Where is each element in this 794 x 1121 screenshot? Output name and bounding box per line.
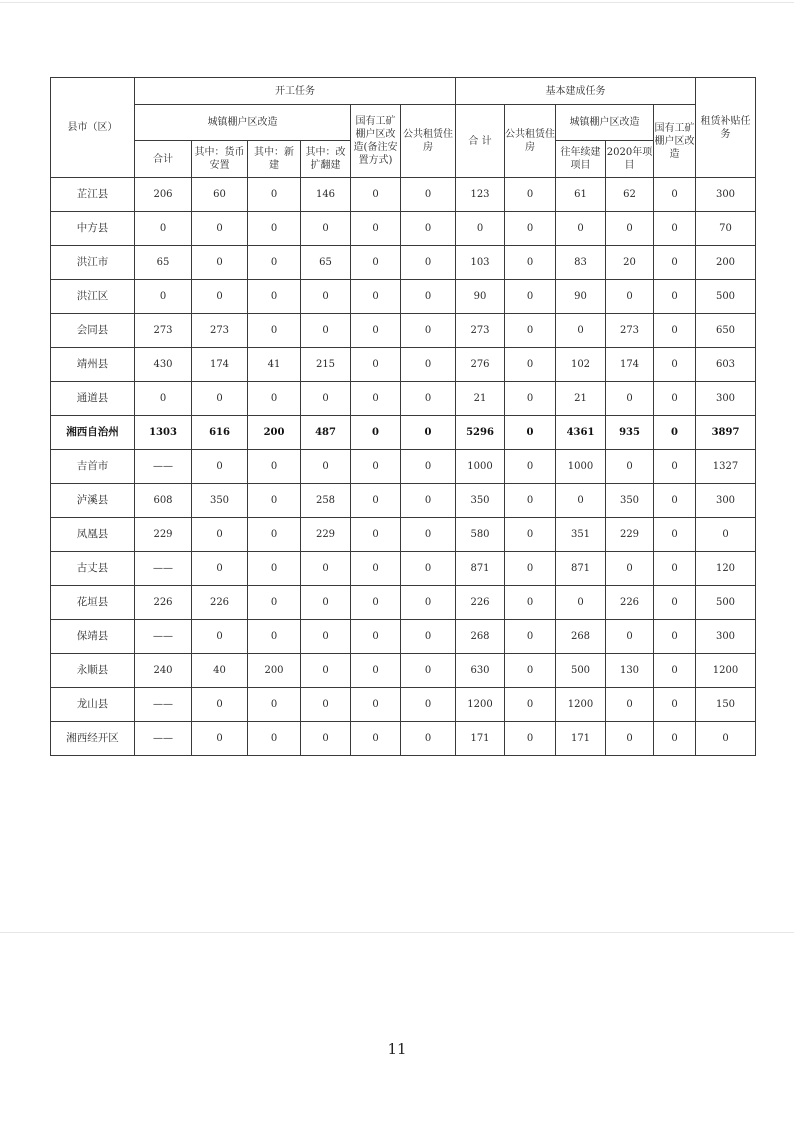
table-cell: 0 [248, 552, 301, 586]
table-cell: 1000 [456, 450, 505, 484]
table-cell: 616 [192, 416, 248, 450]
table-cell: 0 [505, 620, 556, 654]
table-row [51, 586, 756, 620]
header-row-2 [51, 105, 756, 141]
table-cell: 40 [192, 654, 248, 688]
table-cell: 0 [351, 382, 401, 416]
table-cell: 0 [401, 280, 456, 314]
table-cell: 0 [301, 382, 351, 416]
table-cell: 0 [248, 212, 301, 246]
table-cell: 0 [351, 246, 401, 280]
table-cell: 0 [505, 178, 556, 212]
table-cell: 0 [192, 212, 248, 246]
public-rental-basic-header: 公共租赁住房 [505, 105, 556, 178]
table-cell: 0 [192, 688, 248, 722]
table-cell: 130 [606, 654, 654, 688]
table-cell: —— [135, 450, 192, 484]
table-cell: 0 [301, 654, 351, 688]
table-cell: 1327 [696, 450, 756, 484]
table-cell: 0 [301, 280, 351, 314]
table-cell: 0 [401, 314, 456, 348]
table-cell: 0 [556, 314, 606, 348]
table-cell: 0 [505, 722, 556, 756]
table-row [51, 246, 756, 280]
table-cell: 90 [556, 280, 606, 314]
table-cell: 70 [696, 212, 756, 246]
table-cell: 60 [192, 178, 248, 212]
table-cell: 871 [556, 552, 606, 586]
region-name: 龙山县 [51, 688, 135, 722]
table-cell: 0 [556, 586, 606, 620]
table-cell: 0 [654, 450, 696, 484]
table-cell: 65 [301, 246, 351, 280]
table-cell: 0 [505, 450, 556, 484]
year-2020-header: 2020年项目 [606, 141, 654, 178]
table-row [51, 212, 756, 246]
table-cell: 5296 [456, 416, 505, 450]
table-cell: 0 [351, 552, 401, 586]
table-cell: 123 [456, 178, 505, 212]
table-cell: 0 [301, 212, 351, 246]
prior-years-header: 往年续建项目 [556, 141, 606, 178]
table-cell: 935 [606, 416, 654, 450]
state-mine-basic-header: 国有工矿棚户区改造 [654, 105, 696, 178]
table-cell: 0 [505, 212, 556, 246]
table-cell: 0 [505, 552, 556, 586]
table-cell: 0 [606, 688, 654, 722]
table-cell: 0 [351, 586, 401, 620]
table-cell: 0 [556, 484, 606, 518]
table-cell: 350 [192, 484, 248, 518]
table-cell: 229 [301, 518, 351, 552]
table-cell: 0 [456, 212, 505, 246]
table-cell: 0 [248, 314, 301, 348]
header-row-1 [51, 78, 756, 105]
table-cell: 0 [192, 382, 248, 416]
table-cell: 174 [192, 348, 248, 382]
state-mine-start-header: 国有工矿棚户区改造(备注安置方式) [351, 105, 401, 178]
table-cell: 273 [192, 314, 248, 348]
table-cell: 0 [401, 348, 456, 382]
table-row [51, 620, 756, 654]
table-cell: 650 [696, 314, 756, 348]
table-cell: 240 [135, 654, 192, 688]
table-cell: 268 [556, 620, 606, 654]
table-cell: 0 [351, 518, 401, 552]
table-cell: 300 [696, 484, 756, 518]
table-cell: 0 [606, 280, 654, 314]
table-cell: 0 [696, 518, 756, 552]
table-cell: 0 [505, 280, 556, 314]
table-cell: 0 [301, 314, 351, 348]
table-cell: 608 [135, 484, 192, 518]
table-cell: 200 [248, 416, 301, 450]
table-cell: 0 [401, 620, 456, 654]
table-cell: 0 [351, 348, 401, 382]
table-cell: 0 [351, 280, 401, 314]
table-cell: 171 [556, 722, 606, 756]
table-cell: 0 [351, 688, 401, 722]
table-cell: 0 [351, 314, 401, 348]
table-cell: 0 [192, 552, 248, 586]
table-cell: 0 [401, 382, 456, 416]
region-name: 泸溪县 [51, 484, 135, 518]
table-cell: 3897 [696, 416, 756, 450]
table-cell: 0 [505, 688, 556, 722]
table-cell: 0 [248, 450, 301, 484]
table-cell: 226 [192, 586, 248, 620]
table-cell: 0 [192, 620, 248, 654]
table-cell: 268 [456, 620, 505, 654]
table-cell: 258 [301, 484, 351, 518]
public-rental-start-header: 公共租赁住房 [401, 105, 456, 178]
region-name: 洪江区 [51, 280, 135, 314]
table-cell: 21 [456, 382, 505, 416]
table-cell: 350 [456, 484, 505, 518]
housing-task-table [50, 77, 756, 756]
table-cell: 0 [135, 280, 192, 314]
table-cell: 0 [351, 484, 401, 518]
table-cell: 0 [301, 586, 351, 620]
table-cell: 0 [351, 212, 401, 246]
table-cell: 65 [135, 246, 192, 280]
region-name: 湘西自治州 [51, 416, 135, 450]
table-cell: 4361 [556, 416, 606, 450]
table-cell: —— [135, 620, 192, 654]
region-name: 湘西经开区 [51, 722, 135, 756]
table-cell: 300 [696, 178, 756, 212]
table-cell: 0 [248, 178, 301, 212]
table-cell: 0 [192, 518, 248, 552]
table-cell: 174 [606, 348, 654, 382]
table-cell: 0 [248, 280, 301, 314]
table-cell: 0 [505, 382, 556, 416]
table-row [51, 280, 756, 314]
table-cell: 1303 [135, 416, 192, 450]
start-tasks-header: 开工任务 [135, 78, 456, 105]
table-cell: 0 [505, 586, 556, 620]
table-cell: 215 [301, 348, 351, 382]
table-row [51, 382, 756, 416]
table-cell: 0 [248, 518, 301, 552]
table-cell: 0 [248, 688, 301, 722]
table-cell: 0 [248, 586, 301, 620]
table-cell: 0 [248, 620, 301, 654]
table-cell: 1200 [556, 688, 606, 722]
region-name: 洪江市 [51, 246, 135, 280]
table-cell: 0 [505, 416, 556, 450]
table-cell: 226 [135, 586, 192, 620]
table-cell: 226 [606, 586, 654, 620]
table-cell: 0 [351, 620, 401, 654]
table-cell: 0 [606, 552, 654, 586]
table-cell: 0 [654, 212, 696, 246]
table-cell: —— [135, 688, 192, 722]
table-cell: 0 [401, 178, 456, 212]
table-cell: 200 [696, 246, 756, 280]
table-cell: 61 [556, 178, 606, 212]
table-cell: 229 [606, 518, 654, 552]
table-cell: 0 [351, 722, 401, 756]
table-cell: 0 [654, 382, 696, 416]
table-cell: 0 [135, 382, 192, 416]
table-cell: 273 [606, 314, 654, 348]
table-cell: 171 [456, 722, 505, 756]
region-name: 中方县 [51, 212, 135, 246]
table-cell: 0 [192, 280, 248, 314]
table-cell: —— [135, 722, 192, 756]
table-cell: 229 [135, 518, 192, 552]
table-cell: 500 [696, 280, 756, 314]
new-build-header: 其中：新 建 [248, 141, 301, 178]
table-cell: 580 [456, 518, 505, 552]
table-cell: 0 [248, 246, 301, 280]
table-cell: 90 [456, 280, 505, 314]
region-name: 古丈县 [51, 552, 135, 586]
table-cell: 0 [301, 620, 351, 654]
table-cell: 0 [505, 654, 556, 688]
table-cell: 630 [456, 654, 505, 688]
table-cell: 0 [248, 382, 301, 416]
table-cell: 0 [401, 722, 456, 756]
table-cell: 1000 [556, 450, 606, 484]
table-cell: 150 [696, 688, 756, 722]
table-cell: 1200 [696, 654, 756, 688]
subtotal-header: 合计 [135, 141, 192, 178]
table-cell: 226 [456, 586, 505, 620]
table-cell: 0 [248, 722, 301, 756]
table-cell: 0 [505, 348, 556, 382]
table-cell: 273 [456, 314, 505, 348]
table-cell: 0 [654, 654, 696, 688]
table-cell: 0 [654, 552, 696, 586]
table-cell: 500 [556, 654, 606, 688]
table-cell: 430 [135, 348, 192, 382]
table-cell: 0 [654, 246, 696, 280]
table-cell: 350 [606, 484, 654, 518]
table-cell: 0 [401, 552, 456, 586]
page-number: 11 [387, 1040, 407, 1058]
table-cell: 200 [248, 654, 301, 688]
rental-subsidy-header: 租赁补贴任务 [696, 78, 756, 178]
table-cell: 0 [606, 450, 654, 484]
table-cell: 0 [654, 416, 696, 450]
table-cell: 0 [401, 212, 456, 246]
table-row [51, 518, 756, 552]
table-body [51, 178, 756, 756]
table-cell: 603 [696, 348, 756, 382]
region-name: 凤凰县 [51, 518, 135, 552]
table-cell: 0 [505, 484, 556, 518]
table-cell: 0 [654, 348, 696, 382]
table-row [51, 552, 756, 586]
top-scan-edge [0, 2, 794, 3]
table-cell: 0 [654, 620, 696, 654]
table-cell: 0 [351, 654, 401, 688]
basic-total-header: 合 计 [456, 105, 505, 178]
region-name: 永顺县 [51, 654, 135, 688]
table-cell: 0 [301, 450, 351, 484]
table-cell: 1200 [456, 688, 505, 722]
table-row [51, 348, 756, 382]
table-cell: 487 [301, 416, 351, 450]
table-cell: 0 [606, 722, 654, 756]
table-row [51, 314, 756, 348]
table-cell: 0 [606, 212, 654, 246]
table-cell: 0 [654, 280, 696, 314]
basic-tasks-header: 基本建成任务 [456, 78, 696, 105]
region-name: 花垣县 [51, 586, 135, 620]
table-cell: 300 [696, 382, 756, 416]
table-cell: 500 [696, 586, 756, 620]
table-row [51, 178, 756, 212]
table-cell: 273 [135, 314, 192, 348]
table-cell: 0 [401, 416, 456, 450]
table-cell: 62 [606, 178, 654, 212]
table-cell: 0 [505, 314, 556, 348]
region-name: 吉首市 [51, 450, 135, 484]
table-cell: 0 [401, 450, 456, 484]
table-cell: 0 [505, 246, 556, 280]
scan-divider-line [0, 932, 794, 933]
table-cell: 351 [556, 518, 606, 552]
table-cell: 0 [606, 620, 654, 654]
table-cell: 0 [401, 586, 456, 620]
table-cell: 0 [351, 450, 401, 484]
table-row [51, 654, 756, 688]
table-cell: 300 [696, 620, 756, 654]
table-cell: 0 [654, 722, 696, 756]
table-cell: 0 [654, 688, 696, 722]
table-cell: 83 [556, 246, 606, 280]
cash-resettle-header: 其中：货币安置 [192, 141, 248, 178]
renovate-header: 其中：改扩翻建 [301, 141, 351, 178]
table-cell: 0 [135, 212, 192, 246]
table-cell: 0 [654, 518, 696, 552]
table-cell: 0 [556, 212, 606, 246]
table-cell: 146 [301, 178, 351, 212]
region-name: 通道县 [51, 382, 135, 416]
table-row [51, 416, 756, 450]
table-cell: 0 [696, 722, 756, 756]
table-cell: 276 [456, 348, 505, 382]
table-cell: 0 [654, 586, 696, 620]
table-cell: 871 [456, 552, 505, 586]
table-cell: 0 [301, 688, 351, 722]
table-row [51, 688, 756, 722]
table-row [51, 484, 756, 518]
region-name: 靖州县 [51, 348, 135, 382]
table-cell: 0 [606, 382, 654, 416]
urban-shanty-basic-header: 城镇棚户区改造 [556, 105, 654, 141]
region-name: 会同县 [51, 314, 135, 348]
table-cell: 206 [135, 178, 192, 212]
table-cell: —— [135, 552, 192, 586]
table-cell: 0 [401, 688, 456, 722]
table-cell: 0 [351, 416, 401, 450]
table-cell: 41 [248, 348, 301, 382]
table-cell: 0 [401, 484, 456, 518]
table-cell: 0 [401, 246, 456, 280]
table-row [51, 450, 756, 484]
table-cell: 0 [301, 552, 351, 586]
table-cell: 0 [192, 722, 248, 756]
table-cell: 102 [556, 348, 606, 382]
table-cell: 0 [301, 722, 351, 756]
region-name: 芷江县 [51, 178, 135, 212]
urban-shanty-header: 城镇棚户区改造 [135, 105, 351, 141]
table-cell: 0 [248, 484, 301, 518]
table-cell: 0 [192, 246, 248, 280]
table-cell: 103 [456, 246, 505, 280]
table-cell: 0 [401, 518, 456, 552]
table-cell: 0 [351, 178, 401, 212]
table-cell: 0 [654, 314, 696, 348]
county-header: 县市（区） [51, 78, 135, 178]
table-row [51, 722, 756, 756]
table-cell: 0 [505, 518, 556, 552]
table-cell: 0 [654, 178, 696, 212]
region-name: 保靖县 [51, 620, 135, 654]
table-cell: 21 [556, 382, 606, 416]
table-cell: 0 [401, 654, 456, 688]
table-cell: 0 [192, 450, 248, 484]
table-cell: 0 [654, 484, 696, 518]
table-cell: 20 [606, 246, 654, 280]
table-cell: 120 [696, 552, 756, 586]
